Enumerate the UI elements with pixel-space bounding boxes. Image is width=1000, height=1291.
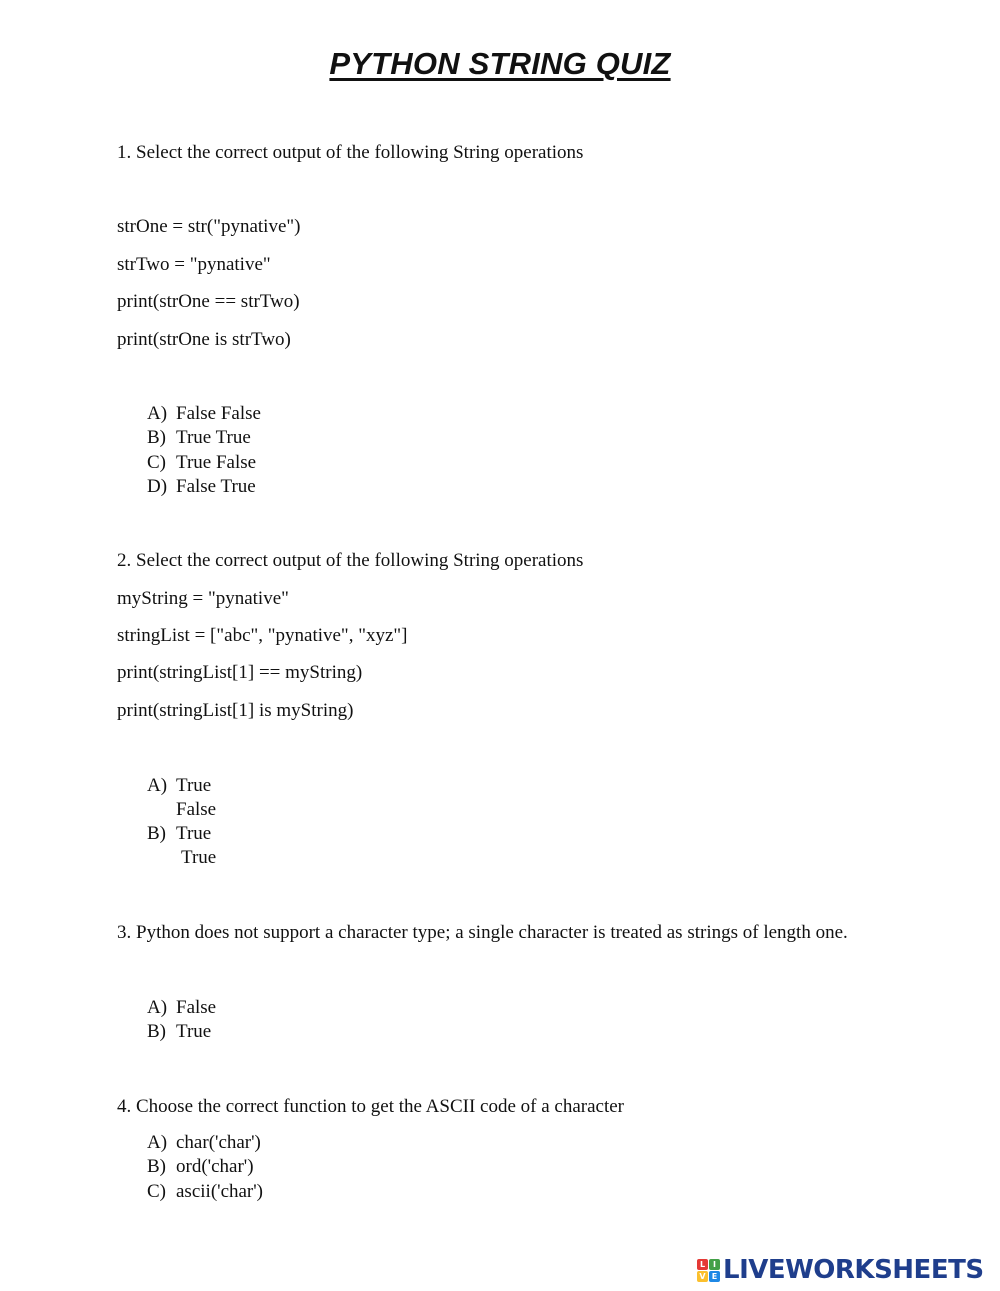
question-1-option-a[interactable]: [147, 402, 261, 426]
option-letter: A): [147, 997, 168, 1018]
option-letter: D): [147, 476, 168, 497]
question-2-code-line: print(stringList[1] == myString): [117, 662, 363, 683]
question-1-code-line: strOne = str("pynative"): [117, 216, 301, 237]
question-2-option-b-second-line: True: [181, 847, 217, 868]
logo-block: E: [709, 1271, 720, 1282]
question-4-prompt: 4. Choose the correct function to get the ASCII code of a character: [117, 1096, 625, 1117]
question-2-code-line: print(stringList[1] is myString): [117, 700, 354, 721]
option-letter: B): [147, 1156, 166, 1177]
logo-block: I: [709, 1259, 720, 1270]
option-text: ord('char'): [176, 1156, 254, 1177]
question-2-option-a[interactable]: [147, 774, 211, 798]
option-text: False False: [176, 403, 261, 424]
question-2-code-line: stringList = ["abc", "pynative", "xyz"]: [117, 625, 408, 646]
question-4-option-c[interactable]: [147, 1180, 263, 1204]
option-text: False True: [176, 476, 256, 497]
logo-block: V: [697, 1271, 708, 1282]
option-letter: B): [147, 427, 166, 448]
question-1-option-c[interactable]: [147, 451, 256, 475]
question-3-option-b[interactable]: [147, 1020, 211, 1044]
option-text: True: [176, 823, 212, 844]
option-text: ascii('char'): [176, 1181, 264, 1202]
option-letter: C): [147, 452, 166, 473]
question-1-code-line: print(strOne == strTwo): [117, 291, 300, 312]
question-2-code-line: myString = "pynative": [117, 588, 289, 609]
question-4-option-a[interactable]: [147, 1131, 261, 1155]
option-text: False: [176, 997, 217, 1018]
option-letter: A): [147, 403, 168, 424]
option-text: True True: [176, 427, 251, 448]
logo-blocks-icon: [697, 1259, 720, 1282]
question-2-option-b[interactable]: [147, 822, 211, 846]
option-letter: B): [147, 823, 166, 844]
option-text: True: [176, 1021, 212, 1042]
logo-text: LIVEWORKSHEETS: [723, 1255, 984, 1285]
question-2-prompt: 2. Select the correct output of the following String operations: [117, 550, 584, 571]
liveworksheets-logo: [697, 1254, 984, 1286]
page-title: PYTHON STRING QUIZ: [329, 46, 671, 81]
option-letter: A): [147, 1132, 168, 1153]
option-text: char('char'): [176, 1132, 261, 1153]
question-1-code-line: print(strOne is strTwo): [117, 329, 291, 350]
question-3-option-a[interactable]: [147, 996, 216, 1020]
question-4-option-b[interactable]: [147, 1155, 254, 1179]
option-text: True: [176, 775, 212, 796]
option-letter: A): [147, 775, 168, 796]
option-letter: C): [147, 1181, 166, 1202]
logo-block: L: [697, 1259, 708, 1270]
question-1-option-d[interactable]: [147, 475, 256, 499]
option-text: True False: [176, 452, 257, 473]
question-3-prompt: 3. Python does not support a character type; a single character is treated as strings of length one.: [117, 922, 848, 943]
question-1-option-b[interactable]: [147, 426, 251, 450]
question-2-option-a-second-line: False: [176, 799, 217, 820]
question-1-prompt: 1. Select the correct output of the following String operations: [117, 142, 584, 163]
option-letter: B): [147, 1021, 166, 1042]
question-1-code-line: strTwo = "pynative": [117, 254, 271, 275]
